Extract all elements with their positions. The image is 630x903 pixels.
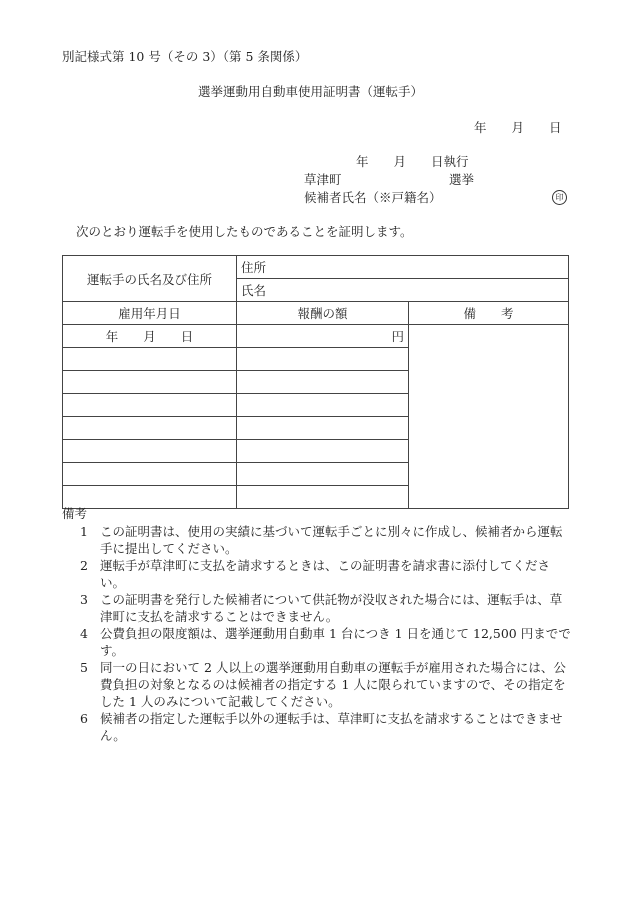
note-item: 4 公費負担の限度額は、選挙運動用自動車 1 台につき 1 日を通じて 12,500 円までです。 [80,626,571,658]
col-header-date: 雇用年月日 [63,302,237,325]
pay-cell[interactable] [237,348,409,371]
seal-mark [552,188,567,205]
col-header-pay: 報酬の額 [237,302,409,325]
seal-icon: 印 [552,190,567,205]
pay-cell[interactable] [237,394,409,417]
election-date: 年 月 日執行 [356,154,469,169]
driver-label-cell: 運転手の氏名及び住所 [63,256,237,302]
note-item: 2 運転手が草津町に支払を請求するときは、この証明書を請求書に添付してください。 [80,558,551,590]
issue-date: 年 月 日 [474,120,562,135]
note-item: 5 同一の日において 2 人以上の選挙運動用自動車の運転手が雇用された場合には、公費負担の対象となるのは候補者の指定する 1 人に限られていますので、その指定をした 1 人のみについて記載してください。 [80,660,566,709]
address-field[interactable]: 住所 [237,256,569,279]
certification-statement: 次のとおり運転手を使用したものであることを証明します。 [76,224,413,239]
notes-section [62,505,572,744]
date-cell[interactable] [63,417,237,440]
pay-cell[interactable] [237,417,409,440]
col-header-notes: 備 考 [409,302,569,325]
date-cell[interactable] [63,371,237,394]
pay-cell[interactable] [237,463,409,486]
pay-cell[interactable] [237,440,409,463]
notes-heading: 備考 [62,506,88,521]
note-item: 6 候補者の指定した運転手以外の運転手は、草津町に支払を請求することはできません。 [80,711,563,743]
date-cell[interactable] [63,440,237,463]
form-number: 別記様式第 10 号（その 3）（第 5 条関係） [62,49,308,64]
page-title: 選挙運動用自動車使用証明書（運転手） [198,84,424,99]
note-item: 1 この証明書は、使用の実績に基づいて運転手ごとに別々に作成し、候補者から運転手に提出してください。 [80,524,563,556]
election-label: 選挙 [449,172,475,187]
pay-cell[interactable] [237,371,409,394]
town-name: 草津町 [304,172,342,187]
remarks-cell[interactable] [409,325,569,509]
name-field[interactable]: 氏名 [237,279,569,302]
note-item: 3 この証明書を発行した候補者について供託物が没収された場合には、運転手は、草津町に支払を請求することはできません。 [80,592,563,624]
candidate-name-label: 候補者氏名（※戸籍名） [304,190,442,205]
date-cell[interactable] [63,394,237,417]
date-cell[interactable] [63,463,237,486]
date-cell[interactable]: 年 月 日 [63,325,237,348]
date-cell[interactable] [63,348,237,371]
pay-cell[interactable]: 円 [237,325,409,348]
driver-table [62,255,569,509]
